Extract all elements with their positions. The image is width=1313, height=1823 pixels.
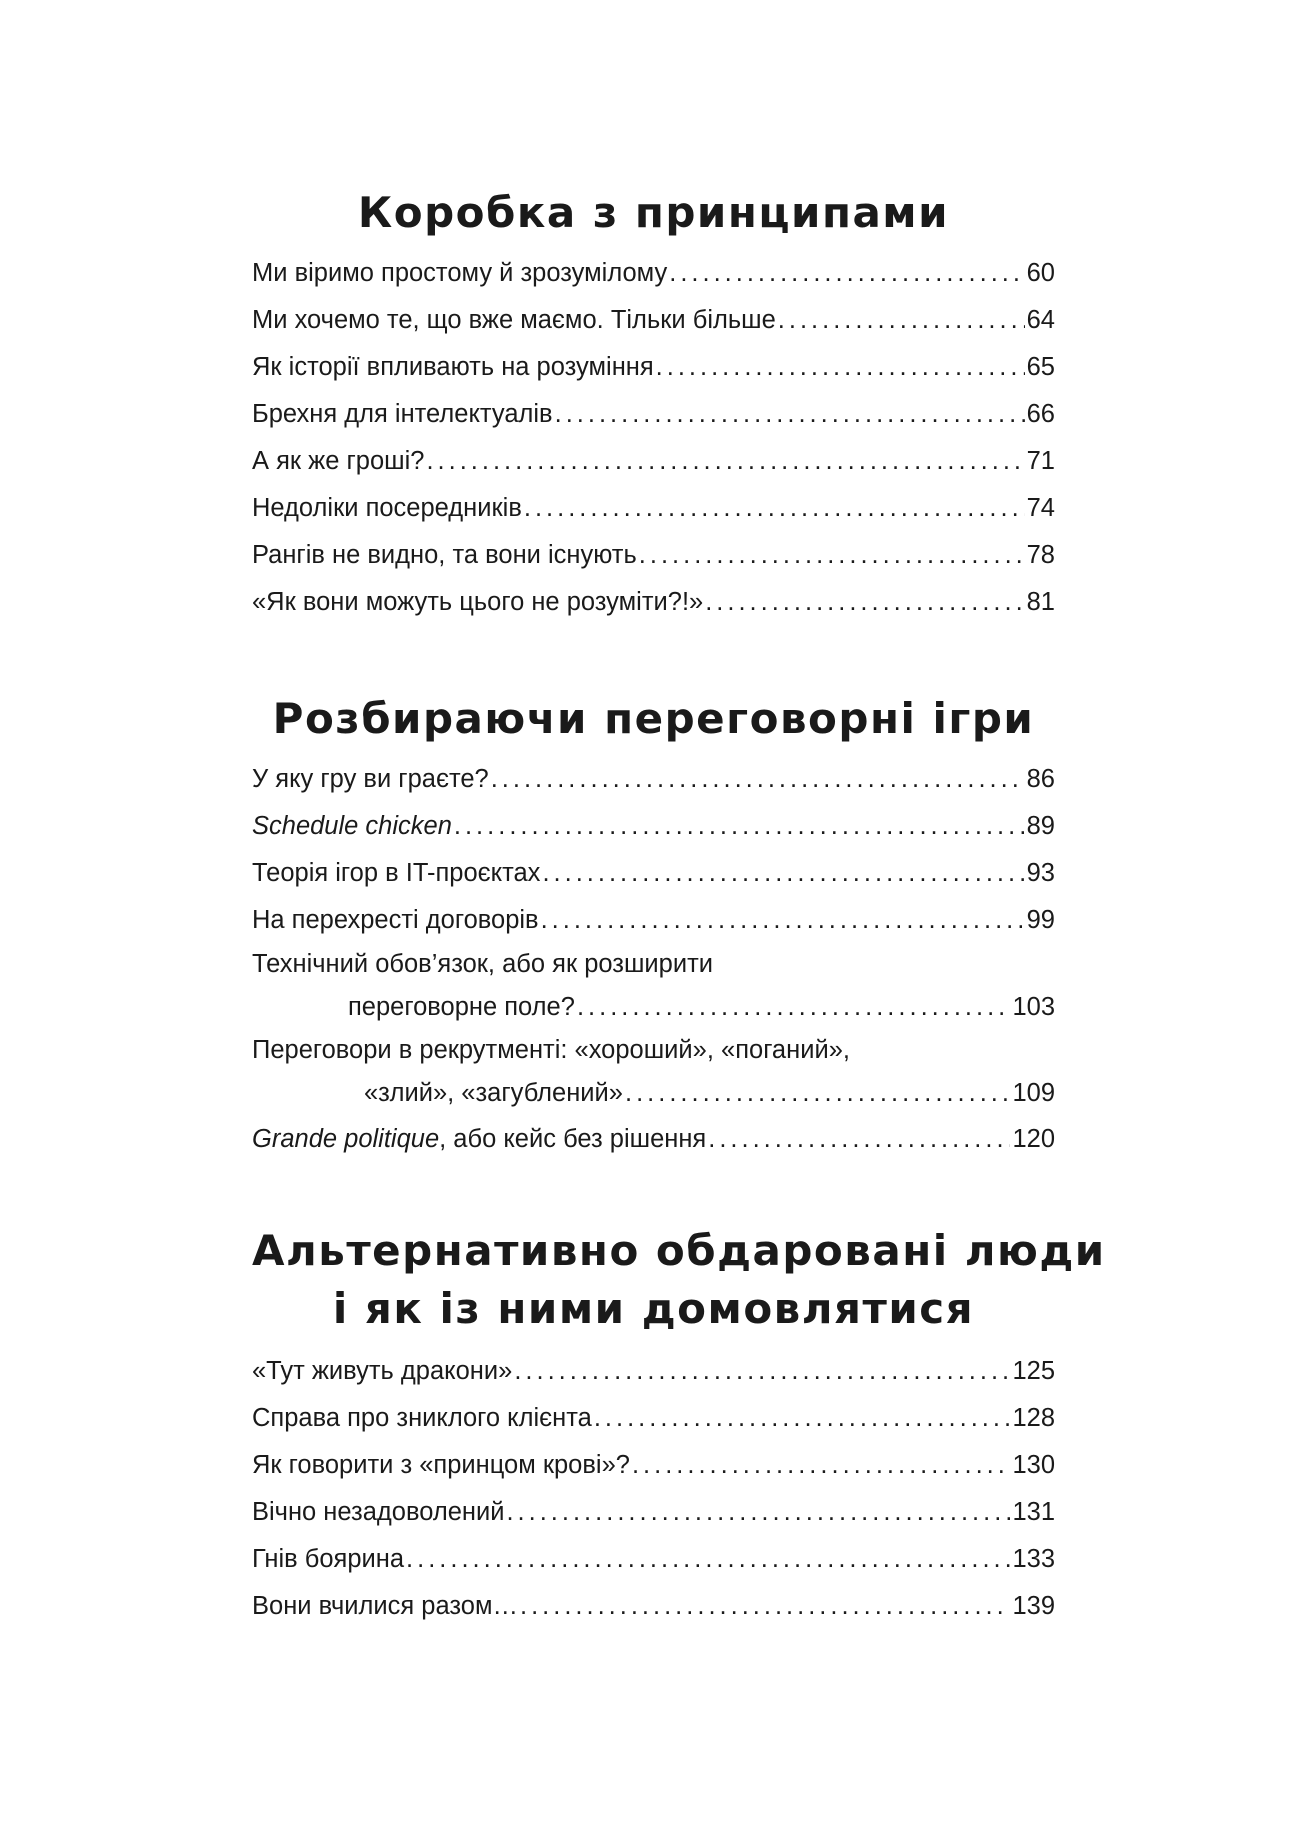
toc-entry[interactable] [252,1536,1055,1583]
dot-leader [454,803,1025,850]
toc-entry-title: Гнів боярина [252,1545,405,1573]
toc-entry-title: У яку гру ви граєте? [252,765,489,793]
toc-entry[interactable] [252,579,1055,626]
toc-entry-title-rest: , або кейс без рішення [439,1125,707,1153]
dot-leader [514,1348,1010,1395]
toc-entry-page: 133 [1012,1545,1055,1573]
toc-entry-page: 66 [1026,400,1055,428]
toc-entry-title: «Як вони можуть цього не розуміти?!» [252,588,704,616]
toc-entry-title-line2: переговорне поле? [348,993,575,1021]
toc-entry[interactable] [252,1030,1055,1116]
toc-entry-page: 120 [1012,1125,1055,1153]
toc-entry-title: Вічно незадоволений [252,1498,505,1526]
toc-entry[interactable] [252,250,1055,297]
toc-entry-title: Як історії впливають на розуміння [252,353,654,381]
section-title: Коробка з принципами [357,188,950,237]
toc-entry[interactable] [252,1442,1055,1489]
toc-entry-page: 64 [1026,306,1055,334]
dot-leader [625,1070,1010,1116]
toc-entry[interactable] [252,803,1055,850]
toc-entry[interactable] [252,344,1055,391]
toc-list [252,756,1055,1163]
toc-entry[interactable] [252,850,1055,897]
toc-entry[interactable] [252,297,1055,344]
toc-entry-page: 78 [1026,541,1055,569]
toc-entry-page: 71 [1026,447,1055,475]
toc-entry-title [252,1116,706,1163]
dot-leader [406,1536,1010,1583]
dot-leader [542,850,1024,897]
toc-entry-page: 93 [1026,859,1055,887]
toc-entry-page: 65 [1026,353,1055,381]
dot-leader [639,532,1025,579]
toc-entry-title-line2: «злий», «загублений» [364,1079,623,1107]
toc-entry-title-line1: Технічний обов’язок, або як розширити [252,950,714,978]
toc-entry-title: Як говорити з «принцом крові»? [252,1451,630,1479]
toc-entry[interactable] [252,756,1055,803]
toc-list [252,250,1055,626]
section-title: Розбираючи переговорні ігри [272,694,1035,743]
toc-entry-page: 125 [1012,1357,1055,1385]
section-title-line2: і як із ними домовлятися [332,1284,975,1333]
toc-entry-page: 128 [1012,1404,1055,1432]
toc-entry-title: Рангів не видно, та вони існують [252,541,637,569]
toc-list [252,1348,1055,1630]
toc-section [252,690,1055,1163]
toc-entry[interactable] [252,485,1055,532]
toc-section [252,184,1055,626]
toc-entry[interactable] [252,897,1055,944]
toc-entry-page: 131 [1012,1498,1055,1526]
toc-entry-page: 74 [1026,494,1055,522]
toc-entry[interactable] [252,438,1055,485]
toc-entry-title-italic: Grande politique [252,1125,440,1153]
toc-entry[interactable] [252,532,1055,579]
toc-entry-title-line1: Переговори в рекрутменті: «хороший», «поганий», [252,1036,850,1064]
dot-leader [705,579,1024,626]
dot-leader [506,1489,1010,1536]
toc-entry-page: 139 [1012,1592,1055,1620]
dot-leader [524,485,1025,532]
toc-section [252,1222,1106,1630]
dot-leader [708,1116,1010,1163]
dot-leader [632,1442,1011,1489]
toc-entry-page: 89 [1026,812,1055,840]
dot-leader [594,1395,1011,1442]
toc-entry-page: 103 [1012,993,1055,1021]
toc-entry-page: 109 [1012,1079,1055,1107]
dot-leader [656,344,1025,391]
dot-leader [577,984,1011,1030]
toc-entry-title: «Тут живуть дракони» [252,1357,513,1385]
toc-entry-page: 81 [1026,588,1055,616]
toc-entry-title: Ми хочемо те, що вже маємо. Тільки більше [252,306,776,334]
toc-entry-page: 60 [1026,259,1055,287]
toc-entry-title: Schedule chicken [252,812,452,840]
toc-entry-title: Вони вчилися разом… [252,1592,518,1620]
toc-entry[interactable] [252,1583,1055,1630]
toc-entry-title: Справа про зниклого клієнта [252,1404,592,1432]
dot-leader [491,756,1025,803]
toc-entry-title: Ми віримо простому й зрозумілому [252,259,668,287]
section-title-line1: Альтернативно обдаровані люди [252,1226,1106,1275]
toc-entry[interactable] [252,1116,1055,1163]
dot-leader [426,438,1024,485]
toc-entry-page: 130 [1012,1451,1055,1479]
dot-leader [669,250,1024,297]
toc-entry[interactable] [252,1348,1055,1395]
toc-entry-title: Теорія ігор в IT-проєктах [252,859,541,887]
toc-entry-page: 99 [1026,906,1055,934]
toc-entry-title: А як же гроші? [252,447,425,475]
toc-entry-title: На перехресті договорів [252,906,539,934]
toc-entry-title: Брехня для інтелектуалів [252,400,553,428]
toc-entry[interactable] [252,944,1055,1030]
toc-entry-page: 86 [1026,765,1055,793]
toc-entry[interactable] [252,1395,1055,1442]
dot-leader [778,297,1025,344]
toc-entry-continuation [252,1070,1055,1116]
toc-entry-continuation [252,984,1055,1030]
dot-leader [520,1583,1010,1630]
toc-entry[interactable] [252,1489,1055,1536]
dot-leader [555,391,1025,438]
dot-leader [541,897,1025,944]
toc-entry[interactable] [252,391,1055,438]
toc-entry-title: Недоліки посередників [252,494,522,522]
